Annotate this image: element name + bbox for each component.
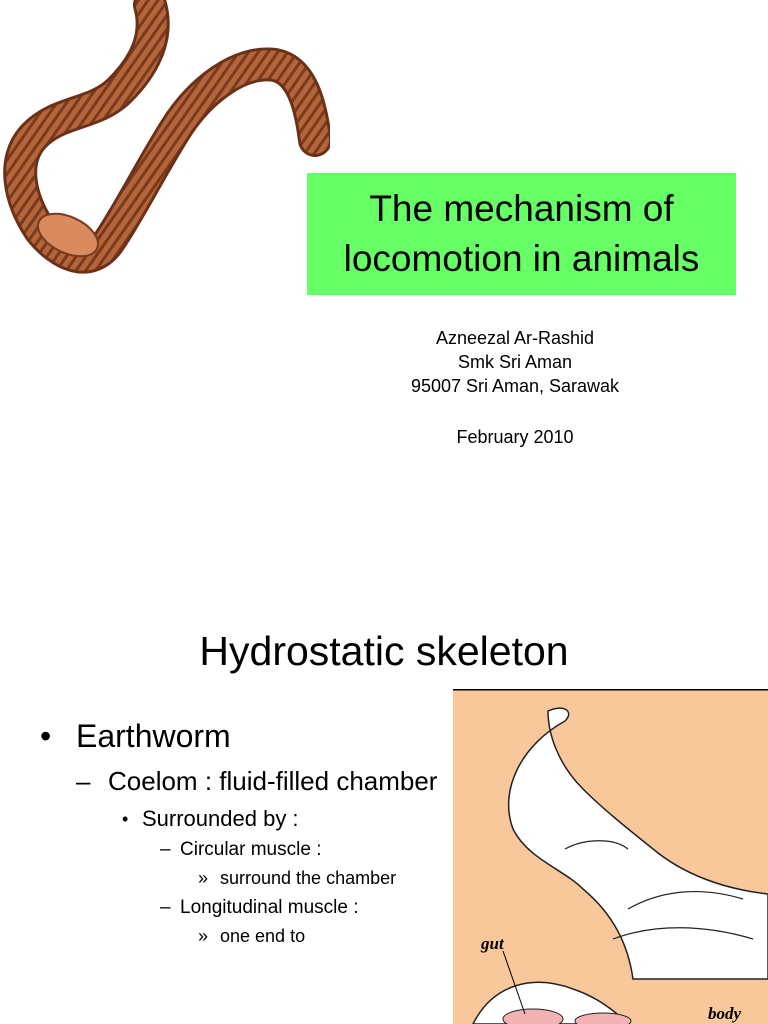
bullet-longitudinal-detail: » one end to: [198, 923, 440, 949]
bullet-surrounded: • Surrounded by :: [122, 805, 440, 833]
title-line-1: The mechanism of: [369, 188, 674, 229]
school-name: Smk Sri Aman: [457, 352, 573, 372]
content-slide: [0, 576, 768, 1024]
bullet-list: [40, 716, 440, 953]
title-box: [307, 173, 736, 295]
label-gut: gut: [481, 934, 504, 953]
date: February 2010: [456, 427, 574, 447]
bullet-circular-detail: » surround the chamber: [198, 865, 440, 891]
bullet-circular-muscle: – Circular muscle :: [160, 837, 440, 863]
address: 95007 Sri Aman, Sarawak: [410, 376, 620, 396]
earthworm-illustration: [0, 0, 330, 300]
bullet-longitudinal-muscle: – Longitudinal muscle :: [160, 895, 440, 921]
label-body: body: [708, 1004, 742, 1023]
bullet-coelom: – Coelom : fluid-filled chamber: [76, 764, 440, 799]
bullet-earthworm: • Earthworm: [40, 716, 440, 756]
slide-title: Hydrostatic skeleton: [199, 628, 569, 674]
author-block: [330, 326, 700, 449]
earthworm-diagram: [453, 689, 768, 1024]
author-name: Azneezal Ar-Rashid: [435, 328, 595, 348]
title-line-2: locomotion in animals: [343, 238, 700, 279]
